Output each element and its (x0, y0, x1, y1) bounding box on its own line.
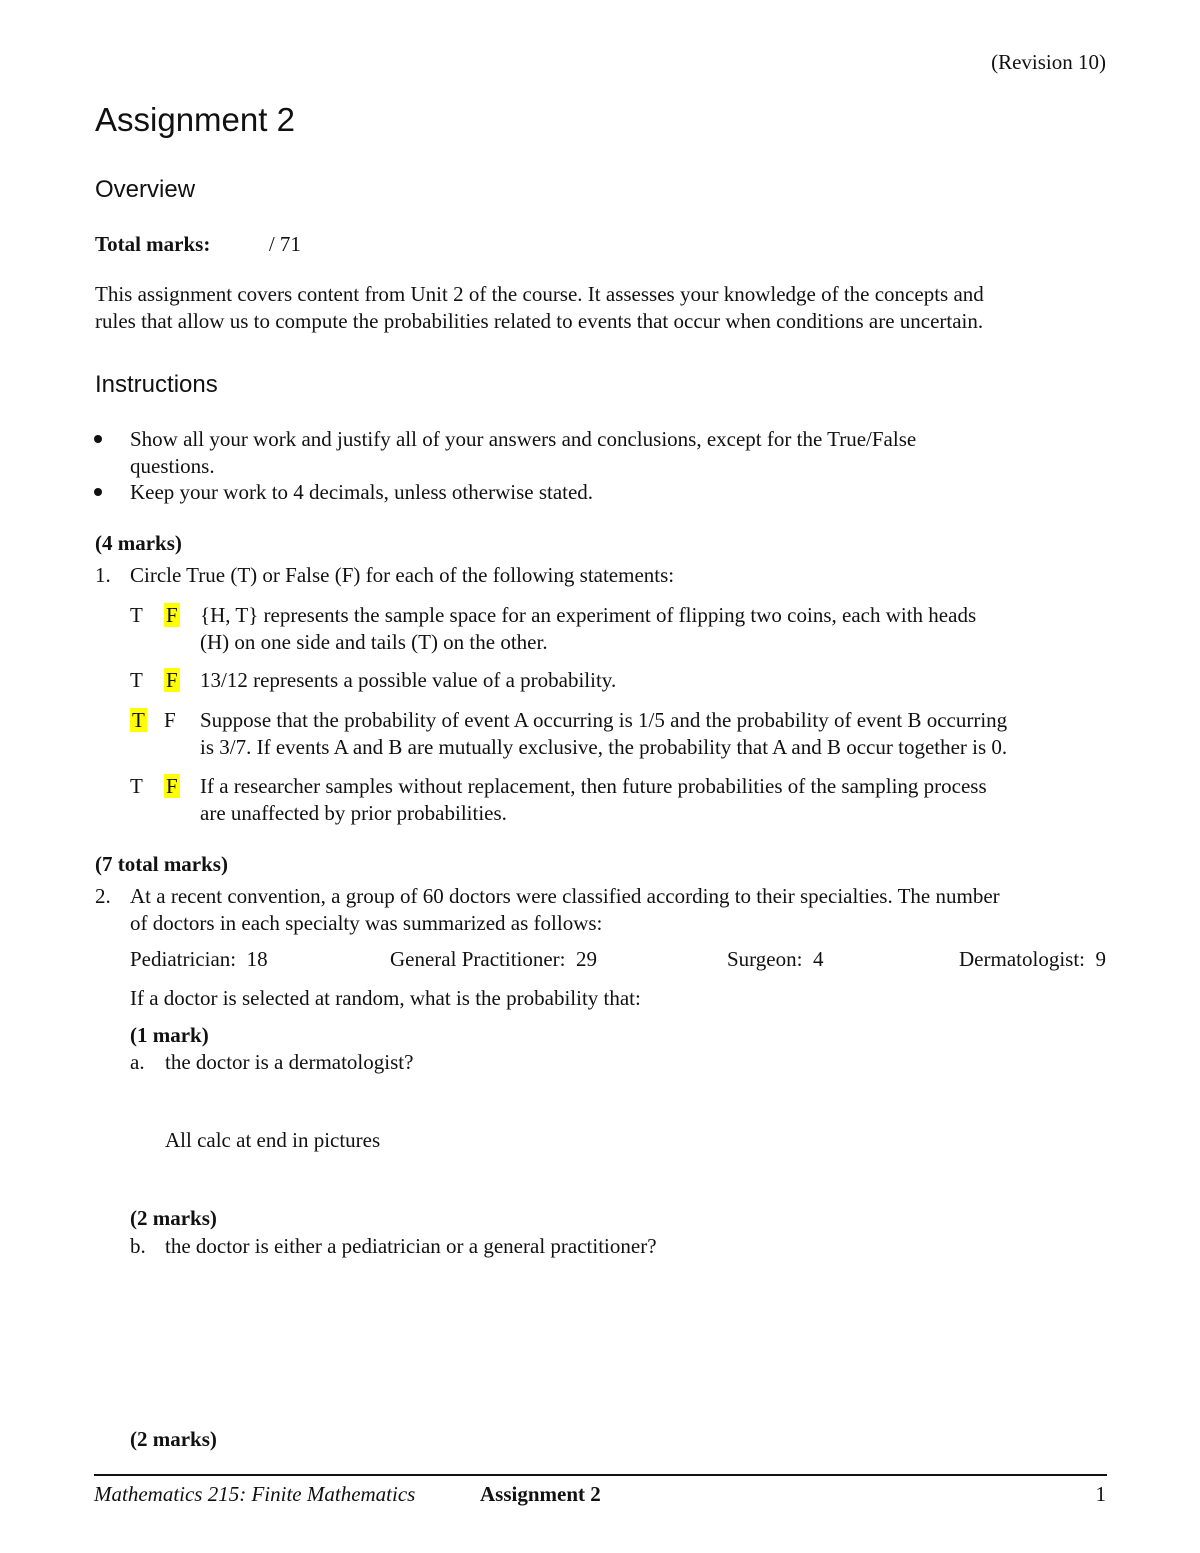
specialty-general-practitioner (390, 946, 597, 973)
instructions-heading: Instructions (95, 371, 218, 398)
tf-item (130, 667, 1110, 694)
tf-statement-line-1: If a researcher samples without replacement, then future probabilities of the sampling process (200, 774, 987, 798)
specialty-pediatrician (130, 946, 268, 973)
specialty-count: 9 (1095, 947, 1106, 971)
q2b-text: the doctor is either a pediatrician or a general practitioner? (165, 1234, 657, 1258)
false-option-selected[interactable]: F (166, 774, 178, 798)
q2-marks: (7 total marks) (95, 852, 228, 876)
q1-prompt: Circle True (T) or False (F) for each of the following statements: (130, 563, 675, 587)
footer-course: Mathematics 215: Finite Mathematics (94, 1482, 416, 1506)
footer-assignment: Assignment 2 (480, 1482, 601, 1506)
q2a-text: the doctor is a dermatologist? (165, 1050, 414, 1074)
q2a-letter: a. (130, 1050, 145, 1074)
tf-statement-line-1: {H, T} represents the sample space for an experiment of flipping two coins, each with heads (200, 603, 977, 627)
instruction-bullet-1-line-1: Show all your work and justify all of your answers and conclusions, except for the True/False (130, 427, 917, 451)
total-marks-label: Total marks: (95, 232, 211, 256)
tf-statement-line-1: 13/12 represents a possible value of a probability. (200, 668, 617, 692)
total-marks-value: / 71 (268, 232, 301, 256)
overview-description-line-1: This assignment covers content from Unit 2 of the course. It assesses your knowledge of the concepts and (95, 282, 984, 306)
q2b-letter: b. (130, 1234, 146, 1258)
q2-prompt-line-1: At a recent convention, a group of 60 doctors were classified according to their specialties. The number (130, 884, 1000, 908)
specialty-label: Pediatrician: (130, 947, 237, 971)
tf-statement-line-2: are unaffected by prior probabilities. (200, 801, 507, 825)
q2-number: 2. (95, 884, 111, 908)
true-option[interactable]: T (130, 603, 143, 627)
tf-item (130, 602, 1110, 656)
instruction-bullet-2: Keep your work to 4 decimals, unless otherwise stated. (130, 480, 594, 504)
true-option-selected[interactable]: T (132, 708, 145, 732)
q2-prompt-line-2: of doctors in each specialty was summarized as follows: (130, 911, 603, 935)
specialty-count: 4 (812, 947, 824, 971)
specialty-dermatologist (959, 946, 1106, 973)
footer-page-number: 1 (1095, 1482, 1106, 1506)
tf-item (130, 773, 1110, 827)
overview-heading: Overview (95, 176, 196, 203)
tf-statement-line-1: Suppose that the probability of event A occurring is 1/5 and the probability of event B occurring (200, 708, 1008, 732)
specialty-count: 29 (576, 947, 598, 971)
q2a-marks: (1 mark) (130, 1023, 209, 1047)
specialty-count: 18 (246, 947, 268, 971)
specialty-label: General Practitioner: (390, 947, 566, 971)
false-option[interactable]: F (164, 708, 176, 732)
bullet-icon (94, 435, 102, 443)
revision-label: (Revision 10) (991, 50, 1106, 74)
tf-statement-line-2: is 3/7. If events A and B are mutually exclusive, the probability that A and B occur together is 0. (200, 735, 1008, 759)
tf-statement-line-2: (H) on one side and tails (T) on the other. (200, 630, 548, 654)
tf-item (130, 707, 1110, 761)
footer-divider (94, 1474, 1107, 1476)
q2c-marks: (2 marks) (130, 1427, 217, 1451)
specialty-label: Dermatologist: (959, 947, 1085, 971)
specialty-surgeon (727, 946, 823, 973)
true-option[interactable]: T (130, 774, 143, 798)
page-title: Assignment 2 (95, 101, 295, 138)
q2a-answer[interactable]: All calc at end in pictures (165, 1128, 381, 1152)
true-option[interactable]: T (130, 668, 143, 692)
total-marks (95, 231, 301, 258)
q2-question: If a doctor is selected at random, what is the probability that: (130, 986, 641, 1010)
instruction-bullet-1-line-2: questions. (130, 454, 215, 478)
q1-marks: (4 marks) (95, 531, 182, 555)
false-option-selected[interactable]: F (166, 603, 178, 627)
specialty-label: Surgeon: (727, 947, 803, 971)
false-option-selected[interactable]: F (166, 668, 178, 692)
overview-description-line-2: rules that allow us to compute the probabilities related to events that occur when conditions are uncertain. (95, 309, 984, 333)
q2b-marks: (2 marks) (130, 1206, 217, 1230)
q1-number: 1. (95, 563, 111, 587)
bullet-icon (94, 488, 102, 496)
